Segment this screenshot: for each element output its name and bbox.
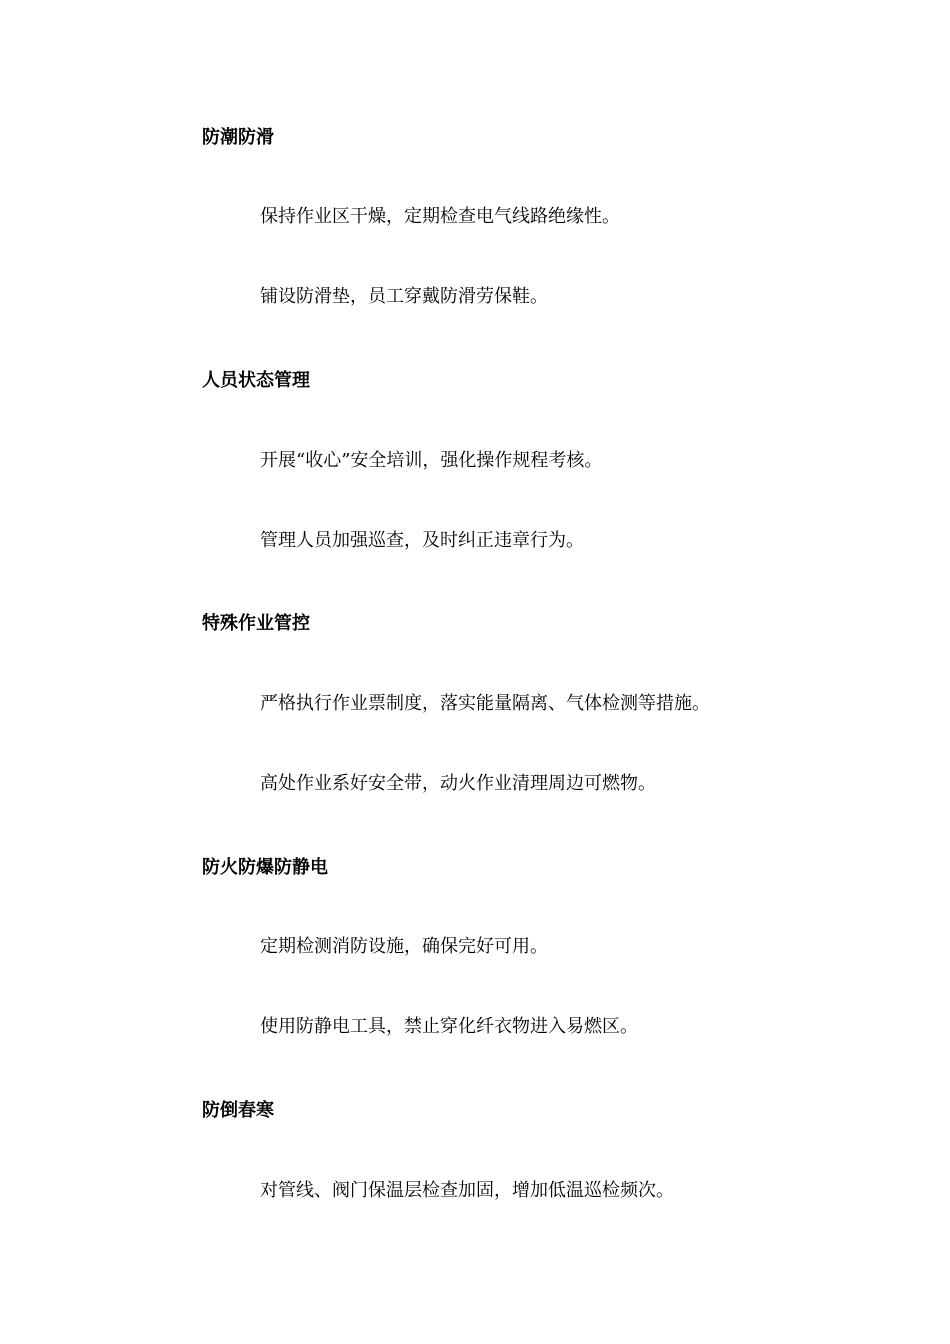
section-heading-personnel: 人员状态管理: [202, 370, 310, 391]
paragraph: 定期检测消防设施，确保完好可用。: [260, 936, 548, 957]
paragraph: 铺设防滑垫，员工穿戴防滑劳保鞋。: [260, 286, 548, 307]
section-heading-moisture-slip: 防潮防滑: [202, 127, 274, 148]
paragraph: 高处作业系好安全带，动火作业清理周边可燃物。: [260, 773, 656, 794]
paragraph: 开展“收心”安全培训，强化操作规程考核。: [260, 450, 603, 471]
paragraph: 严格执行作业票制度，落实能量隔离、气体检测等措施。: [260, 693, 710, 714]
section-heading-cold-snap: 防倒春寒: [202, 1100, 274, 1121]
section-heading-fire-explosion: 防火防爆防静电: [202, 857, 328, 878]
paragraph: 保持作业区干燥，定期检查电气线路绝缘性。: [260, 206, 620, 227]
paragraph: 使用防静电工具，禁止穿化纤衣物进入易燃区。: [260, 1016, 638, 1037]
paragraph: 管理人员加强巡查，及时纠正违章行为。: [260, 530, 584, 551]
paragraph: 对管线、阀门保温层检查加固，增加低温巡检频次。: [260, 1180, 674, 1201]
section-heading-special-work: 特殊作业管控: [202, 613, 310, 634]
